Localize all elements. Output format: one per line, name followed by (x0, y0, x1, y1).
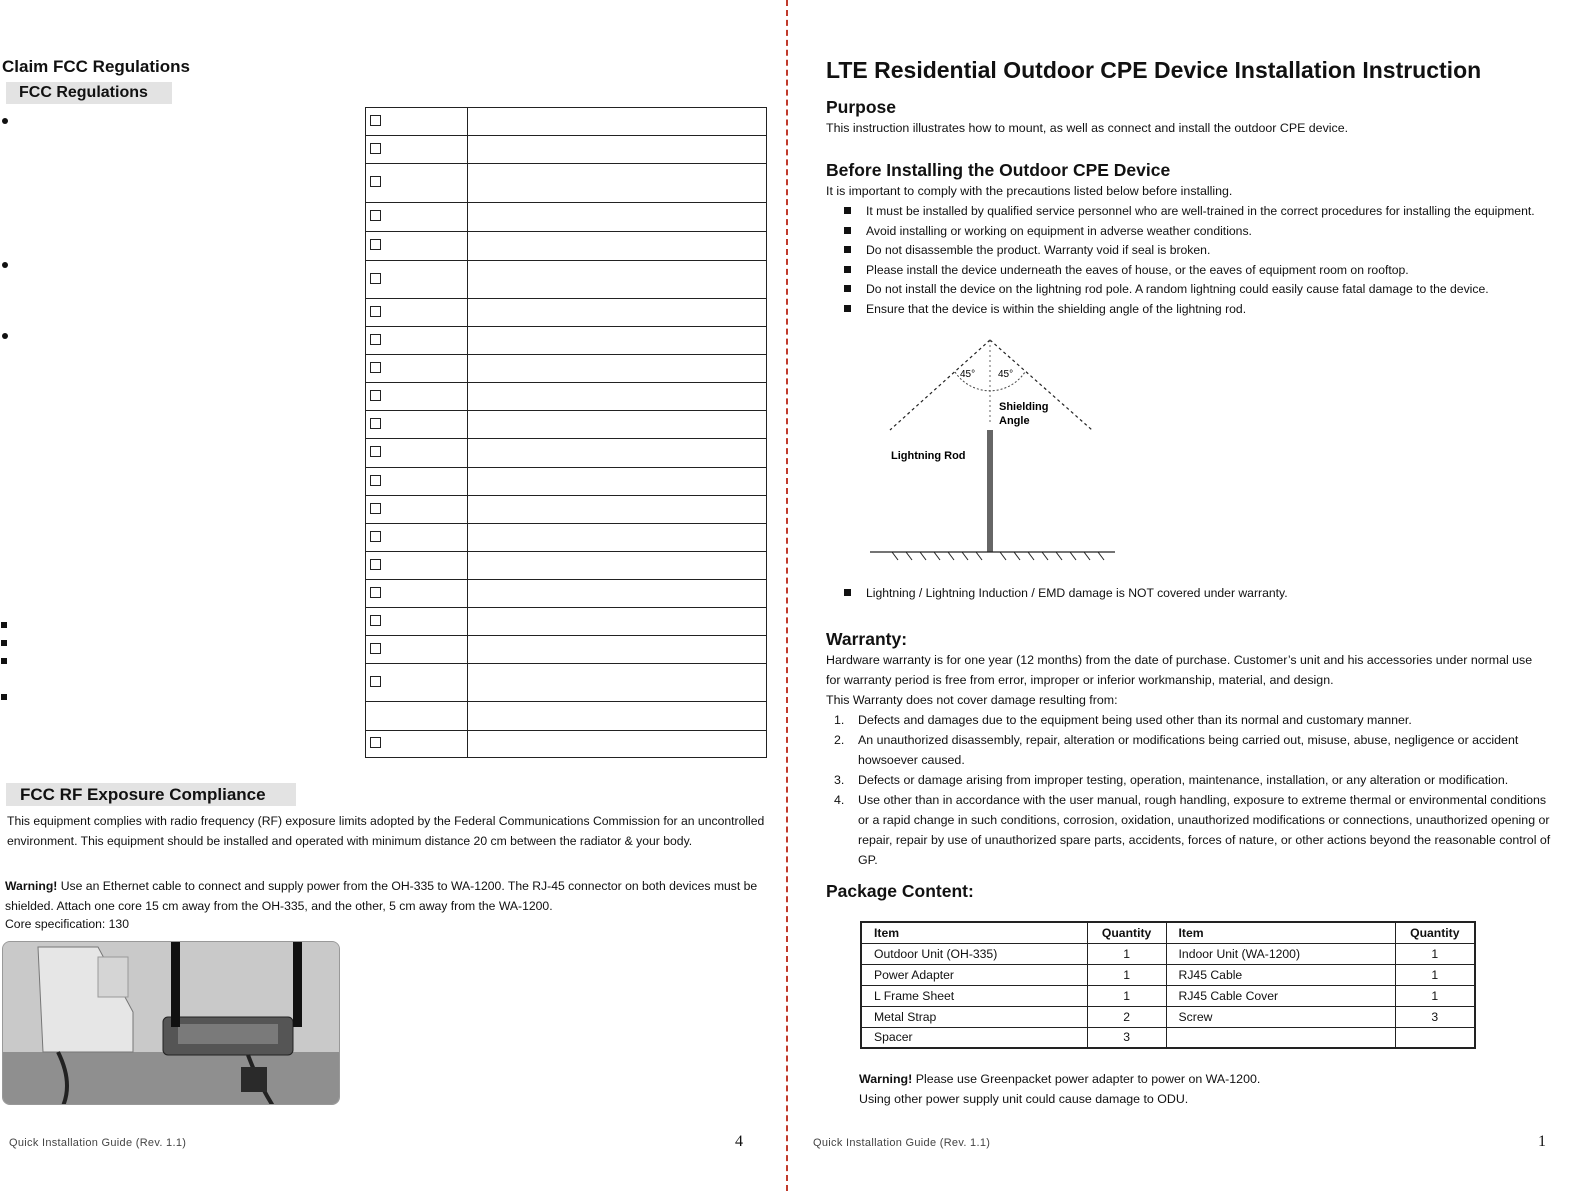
precaution-text: Do not disassemble the product. Warranty void if seal is broken. (866, 243, 1211, 257)
warning-text: Please use Greenpacket power adapter to power on WA-1200. (915, 1072, 1261, 1086)
warranty-line: This Warranty does not cover damage resulting from: (826, 693, 1118, 707)
checkbox[interactable] (370, 418, 381, 429)
checkbox[interactable] (370, 676, 381, 687)
rf-exposure-paragraph: This equipment complies with radio frequency (RF) exposure limits adopted by the Federal Communications Commission for an uncontrolled environment. This equipment should be installed and operated with minimum distance 20 cm between the radiator & your body. (7, 814, 765, 848)
table-row (861, 1006, 1475, 1027)
checkbox[interactable] (370, 475, 381, 486)
bullet-square (844, 227, 851, 234)
bullet-square (844, 246, 851, 253)
table-cell (1395, 1027, 1475, 1048)
table-row (861, 943, 1475, 964)
checkbox[interactable] (370, 390, 381, 401)
table-cell: 1 (1087, 964, 1166, 985)
bullet-square (844, 266, 851, 273)
table-cell: Metal Strap (861, 1006, 1087, 1027)
power-warning-line2: Using other power supply unit could cause damage to ODU. (859, 1092, 1189, 1106)
checkbox[interactable] (370, 643, 381, 654)
warranty-heading: Warranty: (826, 629, 908, 649)
checkbox[interactable] (370, 446, 381, 457)
warranty-line: for warranty period is free from error, improper or inferior workmanship, material, and design. (826, 673, 1334, 687)
warning-label: Warning! (5, 879, 58, 893)
warranty-item-text: Defects or damage arising from improper testing, operation, maintenance, installation, or any alteration or modification. (858, 773, 1509, 787)
fcc-regulations-heading: FCC Regulations (6, 82, 172, 104)
table-cell: 1 (1395, 943, 1475, 964)
checkbox[interactable] (370, 503, 381, 514)
lightning-rod-diagram (860, 330, 1130, 570)
before-installing-intro: It is important to comply with the precautions listed below before installing. (826, 184, 1233, 198)
table-cell: RJ45 Cable Cover (1166, 985, 1395, 1006)
warranty-item-number: 4. (834, 793, 845, 807)
column-header: Quantity (1087, 922, 1166, 943)
bullet-square (1, 622, 7, 628)
bullet-square (1, 640, 7, 646)
table-cell (1166, 1027, 1395, 1048)
column-header: Item (861, 922, 1087, 943)
bullet-square (844, 207, 851, 214)
checkbox[interactable] (370, 115, 381, 126)
checkbox[interactable] (370, 334, 381, 345)
table-cell: Power Adapter (861, 964, 1087, 985)
lightning-note-text: Lightning / Lightning Induction / EMD damage is NOT covered under warranty. (866, 586, 1288, 600)
checkbox[interactable] (370, 531, 381, 542)
lightning-note (844, 584, 1544, 604)
checkbox[interactable] (370, 239, 381, 250)
warranty-item-number: 3. (834, 773, 845, 787)
device-connection-photo (2, 941, 340, 1105)
purpose-heading: Purpose (826, 97, 897, 117)
checkbox[interactable] (370, 362, 381, 373)
main-title: LTE Residential Outdoor CPE Device Installation Instruction (826, 57, 1482, 83)
rf-exposure-heading: FCC RF Exposure Compliance (6, 783, 296, 806)
table-cell: 2 (1087, 1006, 1166, 1027)
table-row (861, 985, 1475, 1006)
right-footer: Quick Installation Guide (Rev. 1.1) (813, 1137, 991, 1149)
angle-label: Angle (999, 415, 1030, 427)
checkbox[interactable] (370, 306, 381, 317)
column-header: Item (1166, 922, 1395, 943)
claim-fcc-title: Claim FCC Regulations (2, 57, 190, 76)
warranty-item-text: howsoever caused. (858, 753, 965, 767)
checkbox[interactable] (370, 737, 381, 748)
table-cell: Spacer (861, 1027, 1087, 1048)
table-cell: Outdoor Unit (OH-335) (861, 943, 1087, 964)
checkbox[interactable] (370, 176, 381, 187)
bullet-dot (2, 333, 8, 339)
warning-text: Use an Ethernet cable to connect and supply power from the OH-335 to WA-1200. The RJ-45 connector on both devices must be shielded. Attach one core 15 cm away from the OH-335, and the other, 5 cm away from the WA-1200. (5, 879, 758, 913)
left-footer: Quick Installation Guide (Rev. 1.1) (9, 1137, 187, 1149)
angle-left-label: 45° (960, 369, 976, 380)
warranty-item-text: repair, repair by use of unauthorized spare parts, accidents, forces of nature, or other actions beyond the reasonable control of (858, 833, 1551, 847)
table-row (861, 964, 1475, 985)
table-cell: Indoor Unit (WA-1200) (1166, 943, 1395, 964)
right-page-number: 1 (1538, 1133, 1546, 1150)
bullet-square (844, 285, 851, 292)
table-cell: L Frame Sheet (861, 985, 1087, 1006)
column-header: Quantity (1395, 922, 1475, 943)
precaution-text: Do not install the device on the lightning rod pole. A random lightning could easily cause fatal damage to the device. (866, 282, 1489, 296)
table-cell: Screw (1166, 1006, 1395, 1027)
warranty-line: Hardware warranty is for one year (12 months) from the date of purchase. Customer’s unit and his accessories under normal use (826, 653, 1533, 667)
checkbox[interactable] (370, 615, 381, 626)
warranty-item-text: An unauthorized disassembly, repair, alteration or modifications being carried out, misuse, abuse, negligence or accident (858, 733, 1519, 747)
checkbox[interactable] (370, 210, 381, 221)
bullet-square (844, 305, 851, 312)
table-header-row (861, 922, 1475, 943)
power-warning (859, 1069, 1260, 1089)
left-page-number: 4 (735, 1133, 743, 1150)
warranty-item-text: or a rapid change in such conditions, corrosion, oxidation, unauthorized modifications or connections, unauthorized opening or (858, 813, 1550, 827)
warranty-item-text: GP. (858, 853, 878, 867)
shielding-label: Shielding (999, 401, 1049, 413)
checkbox[interactable] (370, 587, 381, 598)
warning-label: Warning! (859, 1072, 913, 1086)
warranty-item-text: Use other than in accordance with the user manual, rough handling, exposure to extreme thermal or environmental conditions (858, 793, 1547, 807)
warranty-item-number: 2. (834, 733, 845, 747)
table-cell: 3 (1395, 1006, 1475, 1027)
table-cell: RJ45 Cable (1166, 964, 1395, 985)
page-divider (786, 0, 788, 1191)
table-cell: 1 (1395, 964, 1475, 985)
purpose-text: This instruction illustrates how to mount, as well as connect and install the outdoor CPE device. (826, 121, 1349, 135)
table-cell: 3 (1087, 1027, 1166, 1048)
checkbox[interactable] (370, 559, 381, 570)
precaution-text: Avoid installing or working on equipment in adverse weather conditions. (866, 223, 1252, 238)
ethernet-warning (5, 876, 775, 916)
table-cell: 1 (1395, 985, 1475, 1006)
table-cell: 1 (1087, 943, 1166, 964)
precaution-text: Ensure that the device is within the shielding angle of the lightning rod. (866, 301, 1247, 316)
angle-right-label: 45° (998, 369, 1014, 380)
fcc-checklist-table (365, 107, 767, 758)
precaution-text: It must be installed by qualified service personnel who are well-trained in the correct procedures for installing the equipment. (866, 204, 1535, 218)
bullet-square (1, 658, 7, 664)
warranty-item-number: 1. (834, 713, 845, 727)
checkbox[interactable] (370, 143, 381, 154)
bullet-square (844, 589, 851, 596)
checkbox[interactable] (370, 273, 381, 284)
package-content-table (860, 921, 1476, 1049)
lightning-rod-label: Lightning Rod (891, 450, 966, 462)
package-content-heading: Package Content: (826, 881, 974, 901)
bullet-dot (2, 118, 8, 124)
bullet-dot (2, 262, 8, 268)
precaution-text: Please install the device underneath the eaves of house, or the eaves of equipment room on rooftop. (866, 262, 1409, 277)
table-row (861, 1027, 1475, 1048)
core-specification: Core specification: 130 (5, 917, 129, 931)
table-cell: 1 (1087, 985, 1166, 1006)
warranty-item-text: Defects and damages due to the equipment being used other than its normal and customary manner. (858, 713, 1412, 727)
before-installing-heading: Before Installing the Outdoor CPE Device (826, 160, 1171, 180)
bullet-square (1, 694, 7, 700)
